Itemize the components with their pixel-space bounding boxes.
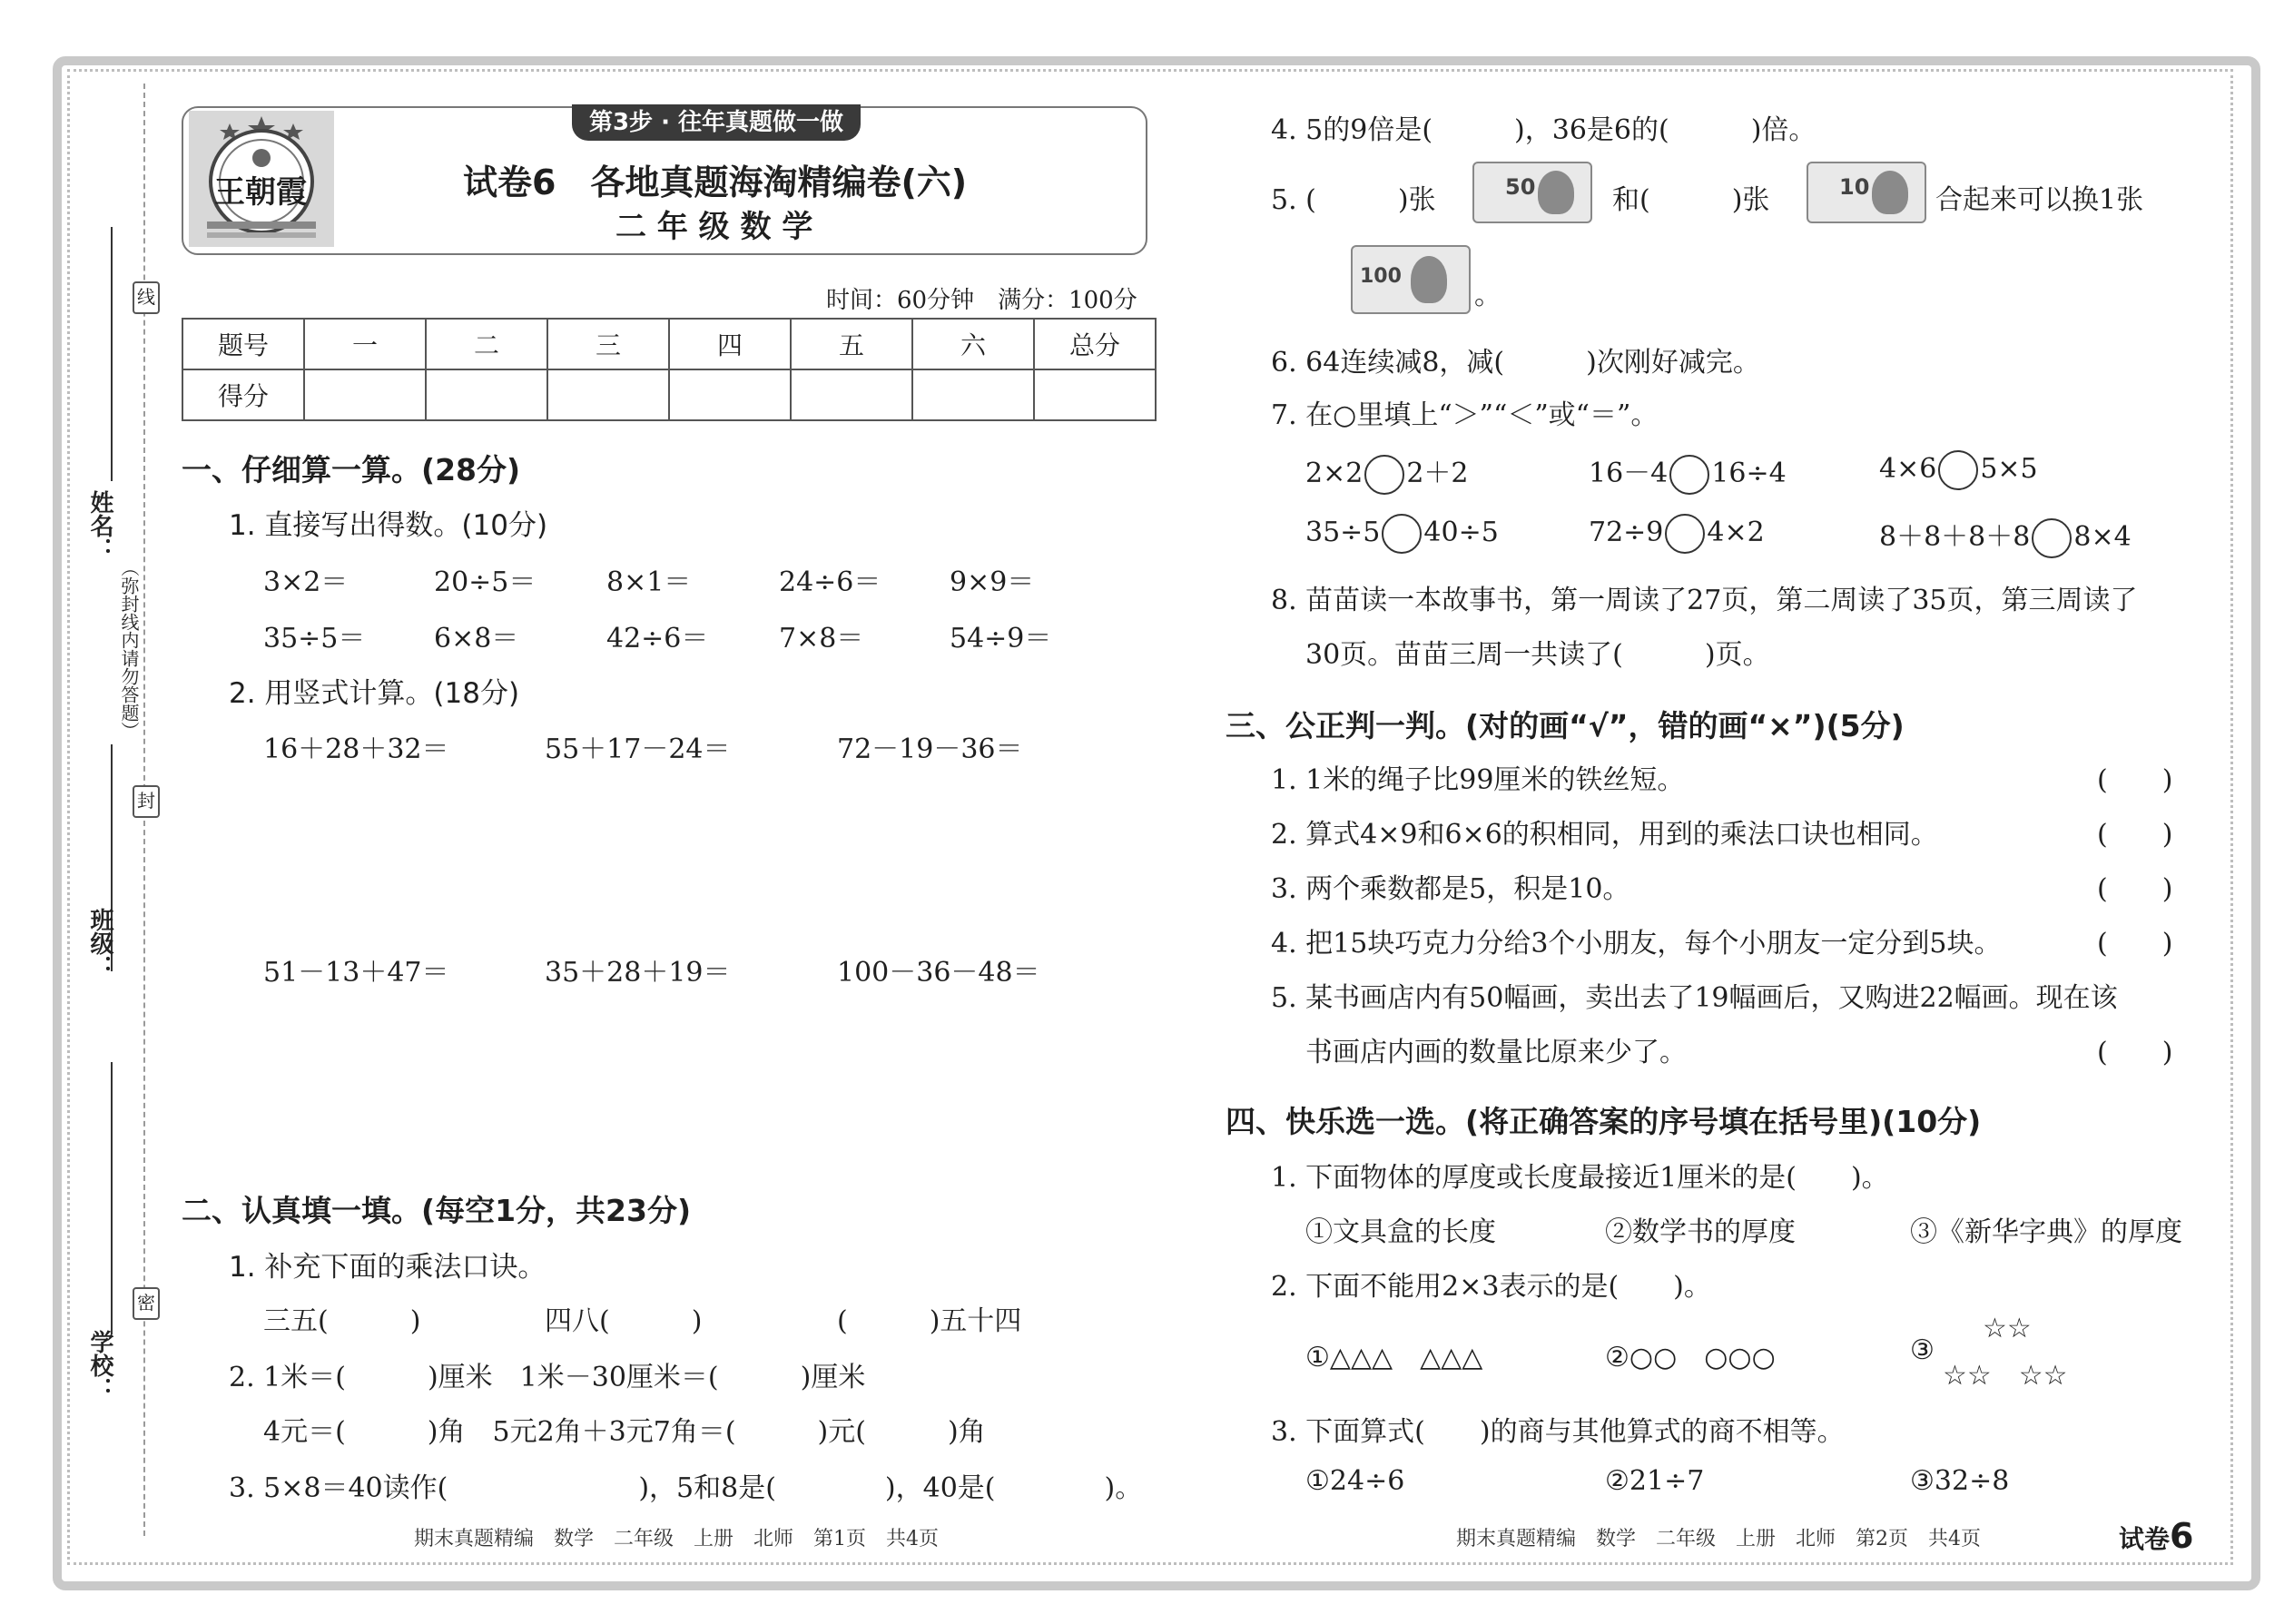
vertical-calc-item: 51－13＋47＝ <box>263 957 449 989</box>
calc-item: 20÷5＝ <box>434 566 537 598</box>
calc-item: 7×8＝ <box>779 623 864 655</box>
score-input-cell[interactable] <box>304 369 426 420</box>
footer-right: 期末真题精编 数学 二年级 上册 北师 第2页 共4页 <box>1456 1528 1981 1550</box>
sec2-q6: 6. 64连续减8，减( )次刚好减完。 <box>1271 347 1760 379</box>
paper-tag-number: 6 <box>2170 1516 2194 1556</box>
score-input-cell[interactable] <box>791 369 912 420</box>
compare-item <box>1589 514 1765 554</box>
calc-item: 3×2＝ <box>263 566 349 598</box>
choice-option: ①文具盒的长度 <box>1305 1216 1496 1248</box>
vertical-calc-item: 100－36－48＝ <box>837 957 1040 989</box>
table-cell: 六 <box>912 319 1034 369</box>
step-badge: 第3步 · 往年真题做一做 <box>572 104 861 141</box>
choice-question: 3. 下面算式( )的商与其他算式的商不相等。 <box>1271 1416 1845 1448</box>
vertical-calc-item: 35＋28＋19＝ <box>545 957 731 989</box>
score-input-cell[interactable] <box>669 369 791 420</box>
choice-option-label: ③ <box>1910 1334 1935 1366</box>
footer-left: 期末真题精编 数学 二年级 上册 北师 第1页 共4页 <box>414 1528 939 1550</box>
brand-logo <box>189 111 334 247</box>
compare-circle[interactable] <box>1669 455 1709 495</box>
compare-item <box>1879 514 2132 558</box>
judge-item: 3. 两个乘数都是5，积是10。 <box>1271 873 1630 905</box>
sec2-q4: 4. 5的9倍是( )，36是6的( )倍。 <box>1271 114 1816 146</box>
sec2-q7-title: 7. 在○里填上“＞”“＜”或“＝”。 <box>1271 399 1659 431</box>
compare-right: 2＋2 <box>1406 458 1469 489</box>
compare-right: 4×2 <box>1707 517 1765 548</box>
portrait-icon <box>1872 171 1908 214</box>
page-title: 试卷6 各地真题海淘精编卷(六) <box>463 162 968 202</box>
choice-question: 1. 下面物体的厚度或长度最接近1厘米的是( )。 <box>1271 1162 1889 1194</box>
table-cell: 二 <box>426 319 547 369</box>
section-4-title: 四、快乐选一选。(将正确答案的序号填在括号里)(10分) <box>1226 1104 1982 1139</box>
table-cell: 三 <box>547 319 669 369</box>
cut-mark-secret: 密 <box>133 1287 160 1320</box>
choice-option: ②21÷7 <box>1605 1465 1705 1497</box>
compare-circle[interactable] <box>1665 514 1705 554</box>
cut-mark-seal: 封 <box>133 785 160 818</box>
star-row-bottom: ☆☆ ☆☆ <box>1943 1360 2068 1392</box>
section-1-title: 一、仔细算一算。(28分) <box>182 452 521 487</box>
sec2-q3: 3. 5×8＝40读作( )，5和8是( )，40是( )。 <box>229 1472 1143 1504</box>
sec2-q8-line1: 8. 苗苗读一本故事书，第一周读了27页，第二周读了35页，第三周读了 <box>1271 585 2138 616</box>
table-cell: 得分 <box>182 369 304 420</box>
compare-circle[interactable] <box>2032 518 2072 558</box>
table-cell: 题号 <box>182 319 304 369</box>
judge-paren[interactable]: ( ) <box>2097 764 2173 796</box>
sec2-q8-line2: 30页。苗苗三周一共读了( )页。 <box>1305 639 1770 671</box>
compare-left: 4×6 <box>1879 453 1937 485</box>
score-table-header-row <box>182 319 1156 369</box>
score-table <box>182 318 1157 421</box>
sec2-q2-line2: 4元＝( )角 5元2角＋3元7角＝( )元( )角 <box>263 1416 986 1448</box>
table-cell: 四 <box>669 319 791 369</box>
score-input-cell[interactable] <box>426 369 547 420</box>
sec2-q5-part3: 合起来可以换1张 <box>1935 184 2144 216</box>
choice-option: ①24÷6 <box>1305 1465 1405 1497</box>
sec2-q2-line1: 2. 1米＝( )厘米 1米－30厘米＝( )厘米 <box>229 1362 866 1393</box>
judge-item: 1. 1米的绳子比99厘米的铁丝短。 <box>1271 764 1685 796</box>
portrait-icon <box>1411 256 1447 303</box>
banknote-10 <box>1807 162 1926 223</box>
compare-circle[interactable] <box>1364 455 1404 495</box>
judge-paren[interactable]: ( ) <box>2097 928 2173 960</box>
sec1-q2-title: 2. 用竖式计算。(18分) <box>229 677 520 710</box>
banknote-value: 10 <box>1839 174 1870 200</box>
page-subtitle: 二 年 级 数 学 <box>615 209 813 245</box>
judge-item: 4. 把15块巧克力分给3个小朋友，每个小朋友一定分到5块。 <box>1271 928 2002 960</box>
compare-right: 16÷4 <box>1711 458 1787 489</box>
choice-option: ①△△△ △△△ <box>1305 1342 1483 1373</box>
banknote-value: 100 <box>1360 265 1402 288</box>
compare-item <box>1305 514 1499 554</box>
calc-item: 42÷6＝ <box>606 623 709 655</box>
sec2-q5-part1: 5. ( )张 <box>1271 184 1436 216</box>
table-cell: 五 <box>791 319 912 369</box>
time-info: 时间：60分钟 满分：100分 <box>826 287 1137 314</box>
class-label: 班级： <box>86 908 113 979</box>
compare-right: 40÷5 <box>1423 517 1499 548</box>
fill-item: 三五( ) <box>263 1305 421 1337</box>
sec2-q5-part2: 和( )张 <box>1612 184 1770 216</box>
compare-item <box>1589 450 1787 495</box>
compare-circle[interactable] <box>1938 450 1978 490</box>
school-underline <box>111 1062 113 1334</box>
calc-item: 24÷6＝ <box>779 566 881 598</box>
vertical-calc-item: 55＋17－24＝ <box>545 733 731 765</box>
name-underline <box>111 227 113 481</box>
score-input-cell[interactable] <box>547 369 669 420</box>
banknote-100 <box>1351 245 1471 314</box>
compare-left: 2×2 <box>1305 458 1364 489</box>
judge-paren[interactable]: ( ) <box>2097 1037 2173 1068</box>
choice-option: ③32÷8 <box>1910 1465 2010 1497</box>
section-2-title: 二、认真填一填。(每空1分，共23分) <box>182 1193 692 1228</box>
calc-item: 6×8＝ <box>434 623 519 655</box>
sec1-q1-title: 1. 直接写出得数。(10分) <box>229 509 548 542</box>
score-table-score-row <box>182 369 1156 420</box>
judge-paren[interactable]: ( ) <box>2097 873 2173 905</box>
banknote-value: 50 <box>1505 174 1536 200</box>
name-label: 姓名： <box>86 490 113 561</box>
compare-right: 5×5 <box>1980 453 2038 485</box>
cut-mark-line: 线 <box>133 281 160 314</box>
judge-item-line2: 书画店内画的数量比原来少了。 <box>1305 1037 1687 1068</box>
judge-item: 2. 算式4×9和6×6的积相同，用到的乘法口诀也相同。 <box>1271 819 1938 851</box>
score-input-cell[interactable] <box>912 369 1034 420</box>
compare-left: 16－4 <box>1589 458 1669 489</box>
sec2-q1-title: 1. 补充下面的乘法口诀。 <box>229 1251 546 1284</box>
compare-left: 8＋8＋8＋8 <box>1879 521 2031 553</box>
choice-option: ③《新华字典》的厚度 <box>1910 1216 2182 1248</box>
choice-option: ②○○ ○○○ <box>1605 1342 1776 1373</box>
compare-left: 72÷9 <box>1589 517 1664 548</box>
choice-option: ②数学书的厚度 <box>1605 1216 1796 1248</box>
paper-tag <box>2119 1516 2193 1556</box>
calc-item: 35÷5＝ <box>263 623 366 655</box>
sec2-q5-end: 。 <box>1474 280 1501 311</box>
section-3-title: 三、公正判一判。(对的画“√”，错的画“×”)(5分) <box>1226 708 1905 743</box>
table-cell: 总分 <box>1034 319 1156 369</box>
fill-item: ( )五十四 <box>837 1305 1022 1337</box>
choice-question: 2. 下面不能用2×3表示的是( )。 <box>1271 1271 1711 1303</box>
banknote-50 <box>1472 162 1592 223</box>
calc-item: 9×9＝ <box>950 566 1035 598</box>
calc-item: 8×1＝ <box>606 566 692 598</box>
star-row-top: ☆☆ <box>1983 1313 2032 1344</box>
calc-item: 54÷9＝ <box>950 623 1052 655</box>
compare-item <box>1305 450 1469 495</box>
paper-tag-label: 试卷 <box>2119 1524 2171 1554</box>
school-label: 学校： <box>86 1330 113 1401</box>
compare-left: 35÷5 <box>1305 517 1381 548</box>
compare-right: 8×4 <box>2073 521 2132 553</box>
logo-text: 王朝霞 <box>214 174 307 211</box>
portrait-icon <box>1538 171 1574 214</box>
table-cell: 一 <box>304 319 426 369</box>
vertical-calc-item: 16＋28＋32＝ <box>263 733 449 765</box>
vertical-calc-item: 72－19－36＝ <box>837 733 1023 765</box>
compare-circle[interactable] <box>1382 514 1422 554</box>
compare-item <box>1879 450 2038 490</box>
score-input-cell[interactable] <box>1034 369 1156 420</box>
judge-paren[interactable]: ( ) <box>2097 819 2173 851</box>
binding-notice: （弥封线内请勿答题） <box>118 558 140 740</box>
fill-item: 四八( ) <box>545 1305 703 1337</box>
judge-item: 5. 某书画店内有50幅画，卖出去了19幅画后，又购进22幅画。现在该 <box>1271 982 2118 1014</box>
